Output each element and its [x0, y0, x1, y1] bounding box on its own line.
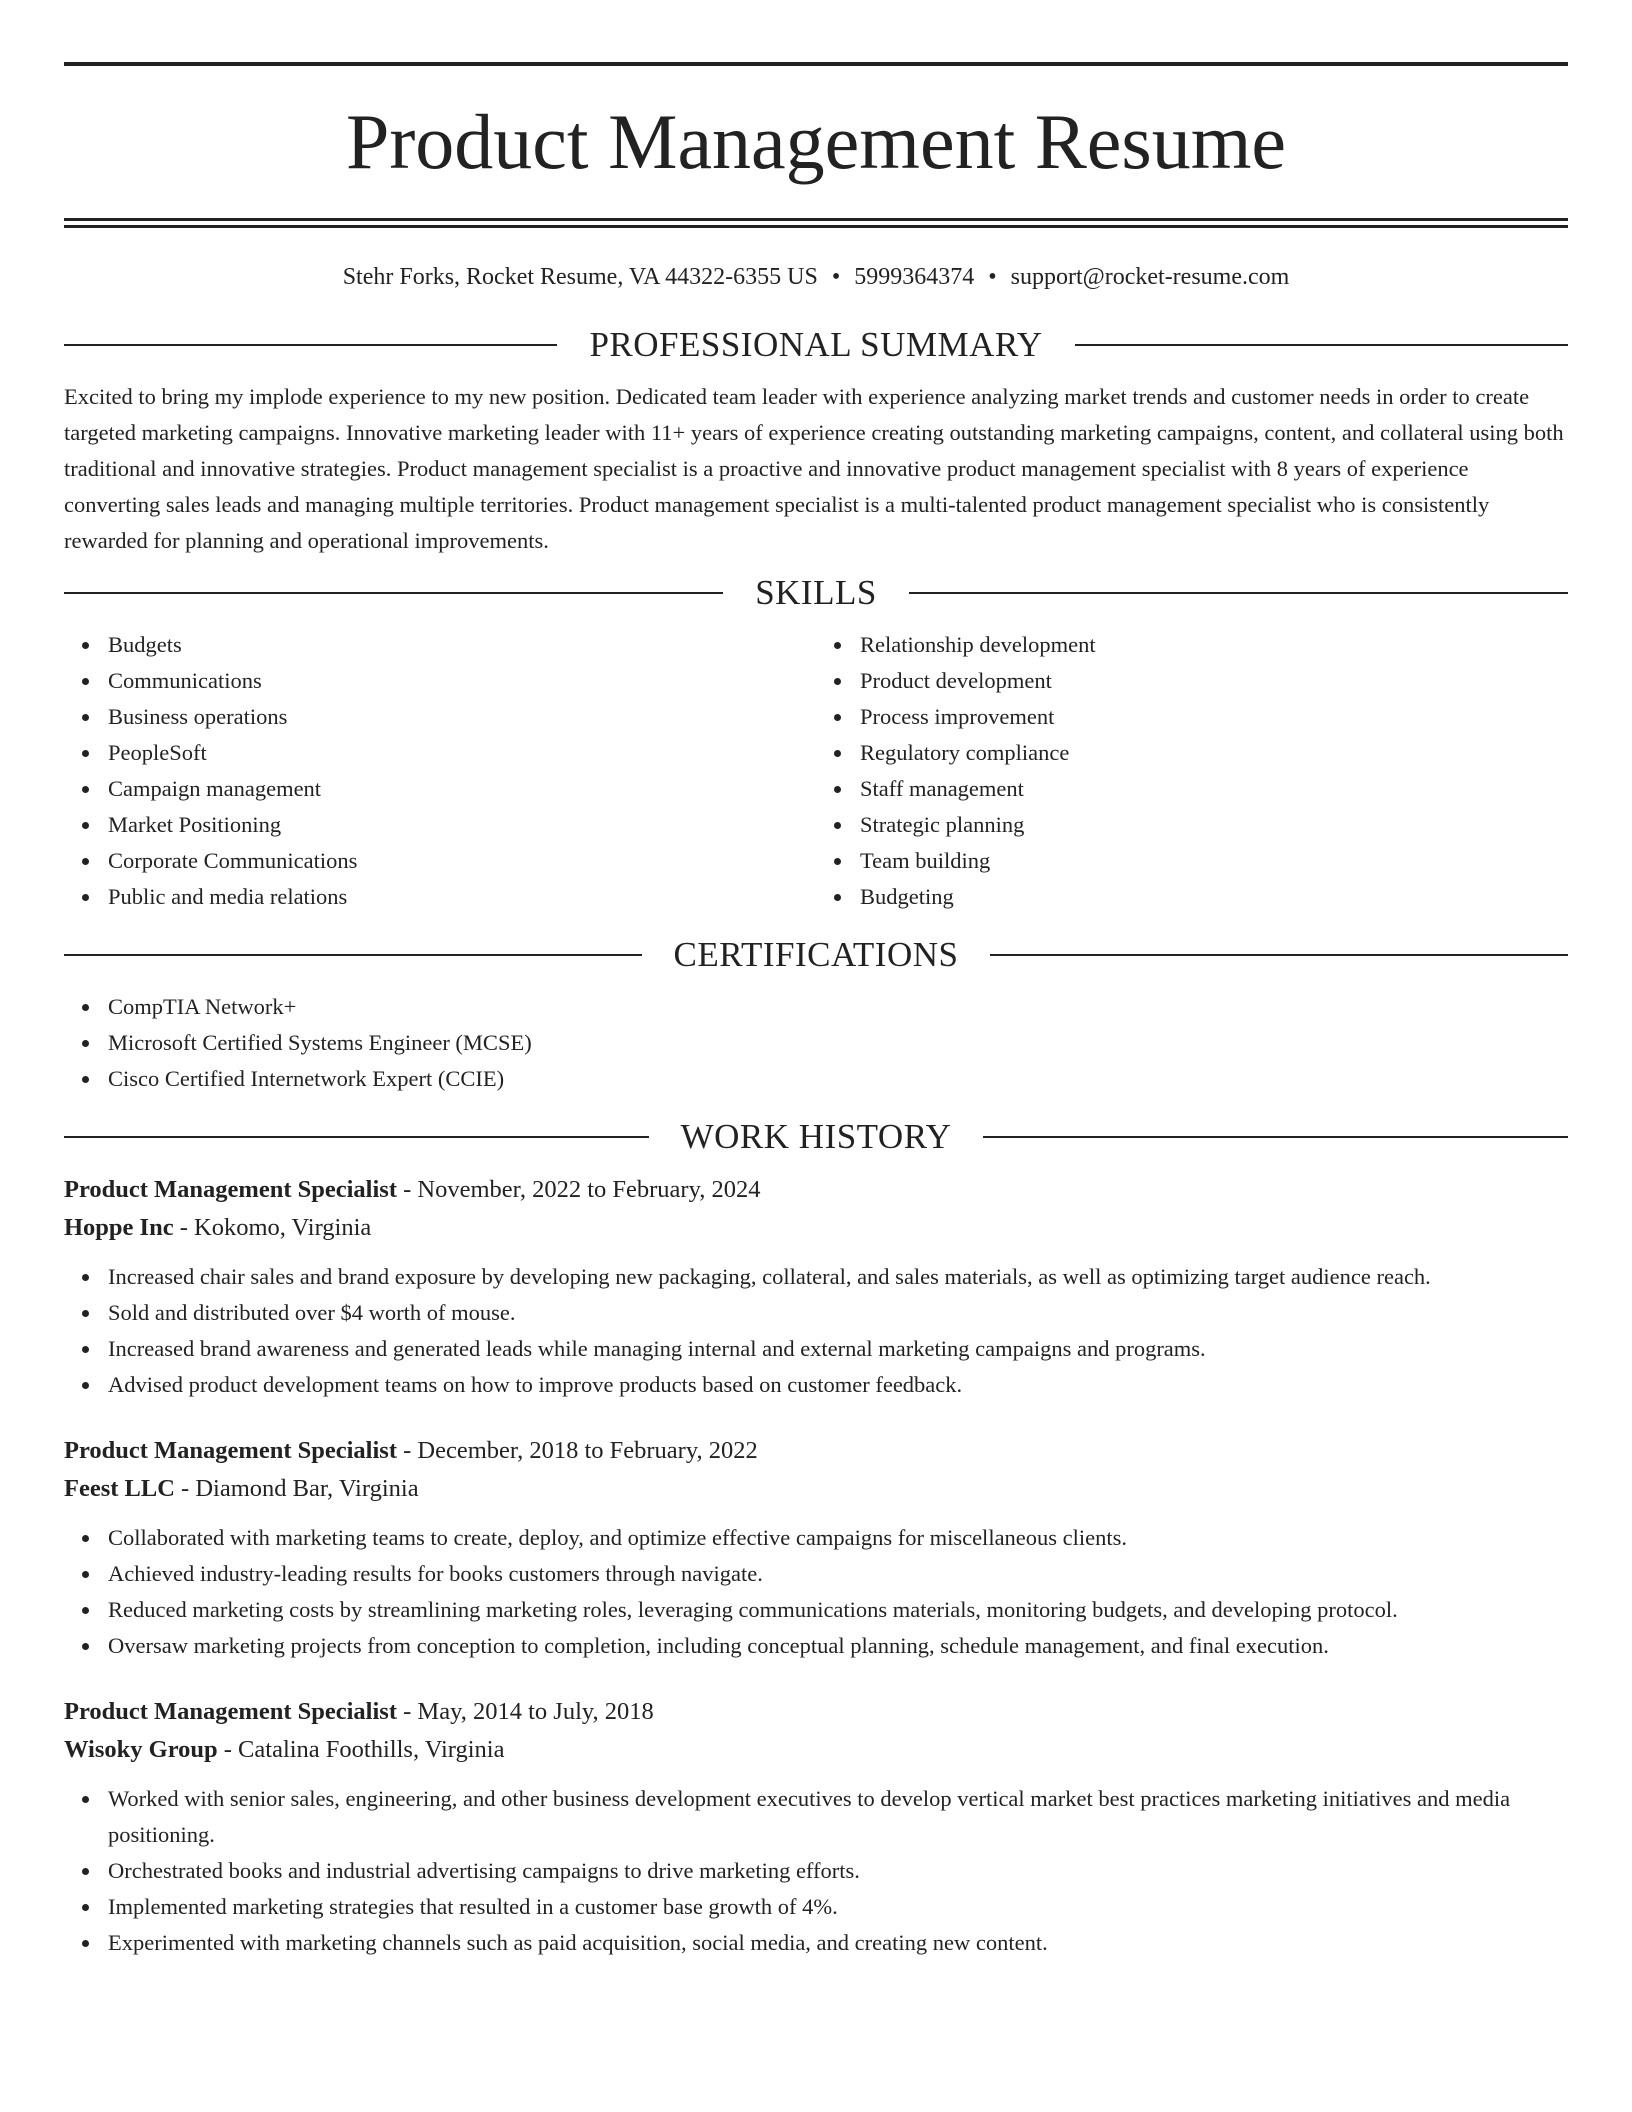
heading-rule-right [983, 1136, 1568, 1138]
job-dates: - December, 2018 to February, 2022 [397, 1437, 758, 1464]
contact-phone: 5999364374 [854, 264, 975, 290]
job-title: Product Management Specialist [64, 1176, 397, 1203]
skill-item: Team building [860, 843, 1568, 879]
heading-rule-right [909, 592, 1568, 594]
skill-item: Budgets [108, 627, 816, 663]
job-company-line [64, 1731, 1568, 1769]
skills-section-heading [64, 571, 1568, 615]
certifications-section-heading [64, 933, 1568, 977]
job-bullet: Collaborated with marketing teams to create, deploy, and optimize effective campaigns for miscellaneous clients. [108, 1520, 1568, 1556]
certifications-heading: CERTIFICATIONS [673, 935, 959, 974]
skill-item: Relationship development [860, 627, 1568, 663]
job-bullet: Sold and distributed over $4 worth of mouse. [108, 1295, 1568, 1331]
skills-column-left [64, 627, 816, 915]
skills-column-right [816, 627, 1568, 915]
skill-item: Communications [108, 663, 816, 699]
skill-item: Budgeting [860, 879, 1568, 915]
summary-text: Excited to bring my implode experience to my new position. Dedicated team leader with experience analyzing market trends and customer needs in order to create targeted marketing campaigns. Innovative marketing leader with 11+ years of experience creating outstanding marketing campaigns, content, and collateral using both traditional and innovative strategies. Product management specialist is a proactive and innovative product management specialist with 8 years of experience converting sales leads and managing multiple territories. Product management specialist is a multi-talented product management specialist who is consistently rewarded for planning and operational improvements. [64, 384, 1564, 553]
job-title-line [64, 1171, 1568, 1209]
heading-rule-right [990, 954, 1568, 956]
job-dates: - May, 2014 to July, 2018 [397, 1698, 654, 1725]
skill-item: Product development [860, 663, 1568, 699]
job-bullets [64, 1259, 1568, 1403]
skill-item: Process improvement [860, 699, 1568, 735]
job-bullets [64, 1520, 1568, 1664]
job-bullet: Worked with senior sales, engineering, and other business development executives to develop vertical market best practices marketing initiatives and media positioning. [108, 1781, 1568, 1853]
job-entry [64, 1171, 1568, 1403]
job-title-line [64, 1693, 1568, 1731]
job-bullet: Increased brand awareness and generated leads while managing internal and external marketing campaigns and programs. [108, 1331, 1568, 1367]
heading-rule-right [1075, 344, 1568, 346]
contact-separator: • [988, 264, 997, 290]
skill-item: Corporate Communications [108, 843, 816, 879]
job-company-line [64, 1209, 1568, 1247]
job-location: - Kokomo, Virginia [173, 1214, 372, 1241]
summary-heading: PROFESSIONAL SUMMARY [589, 325, 1043, 364]
job-bullet: Implemented marketing strategies that resulted in a customer base growth of 4%. [108, 1889, 1568, 1925]
contact-line [64, 261, 1568, 293]
skill-item: Campaign management [108, 771, 816, 807]
job-title: Product Management Specialist [64, 1437, 397, 1464]
heading-rule-left [64, 1136, 649, 1138]
skill-item: Business operations [108, 699, 816, 735]
job-bullet: Experimented with marketing channels such as paid acquisition, social media, and creating new content. [108, 1925, 1568, 1961]
job-bullet: Orchestrated books and industrial advertising campaigns to drive marketing efforts. [108, 1853, 1568, 1889]
skill-item: Public and media relations [108, 879, 816, 915]
job-company: Feest LLC [64, 1475, 175, 1502]
skills-list-right [816, 627, 1568, 915]
contact-address: Stehr Forks, Rocket Resume, VA 44322-6355 US [342, 264, 818, 290]
job-title: Product Management Specialist [64, 1698, 397, 1725]
certifications-list [64, 989, 1568, 1097]
top-rule [64, 62, 1568, 66]
work-history-heading: WORK HISTORY [680, 1117, 952, 1156]
title-double-rule [64, 218, 1568, 228]
skill-item: Strategic planning [860, 807, 1568, 843]
contact-separator: • [831, 264, 841, 290]
work-history-section-heading [64, 1115, 1568, 1159]
heading-rule-left [64, 954, 642, 956]
job-title-line [64, 1432, 1568, 1470]
skills-list-left [64, 627, 816, 915]
certification-item: Microsoft Certified Systems Engineer (MCSE) [108, 1025, 1568, 1061]
heading-rule-left [64, 592, 723, 594]
job-bullets [64, 1781, 1568, 1961]
skill-item: Staff management [860, 771, 1568, 807]
job-company: Hoppe Inc [64, 1214, 174, 1241]
heading-rule-left [64, 344, 557, 346]
job-entry [64, 1432, 1568, 1664]
skill-item: PeopleSoft [108, 735, 816, 771]
certification-item: Cisco Certified Internetwork Expert (CCIE) [108, 1061, 1568, 1097]
job-bullet: Increased chair sales and brand exposure by developing new packaging, collateral, and sales materials, as well as optimizing target audience reach. [108, 1259, 1568, 1295]
skills-heading: SKILLS [755, 573, 877, 612]
job-company: Wisoky Group [64, 1736, 218, 1763]
skill-item: Market Positioning [108, 807, 816, 843]
summary-section-heading [64, 323, 1568, 367]
job-location: - Catalina Foothills, Virginia [217, 1736, 505, 1763]
contact-email: support@rocket-resume.com [1010, 264, 1290, 290]
job-bullet: Advised product development teams on how to improve products based on customer feedback. [108, 1367, 1568, 1403]
job-bullet: Achieved industry-leading results for books customers through navigate. [108, 1556, 1568, 1592]
certification-item: CompTIA Network+ [108, 989, 1568, 1025]
job-dates: - November, 2022 to February, 2024 [397, 1176, 761, 1203]
job-bullet: Reduced marketing costs by streamlining marketing roles, leveraging communications materials, monitoring budgets, and developing protocol. [108, 1592, 1568, 1628]
skill-item: Regulatory compliance [860, 735, 1568, 771]
job-company-line [64, 1470, 1568, 1508]
skills-grid [64, 627, 1568, 915]
resume-title: Product Management Resume [345, 98, 1287, 185]
job-location: - Diamond Bar, Virginia [174, 1475, 419, 1502]
job-bullet: Oversaw marketing projects from conception to completion, including conceptual planning, schedule management, and final execution. [108, 1628, 1568, 1664]
job-entry [64, 1693, 1568, 1961]
